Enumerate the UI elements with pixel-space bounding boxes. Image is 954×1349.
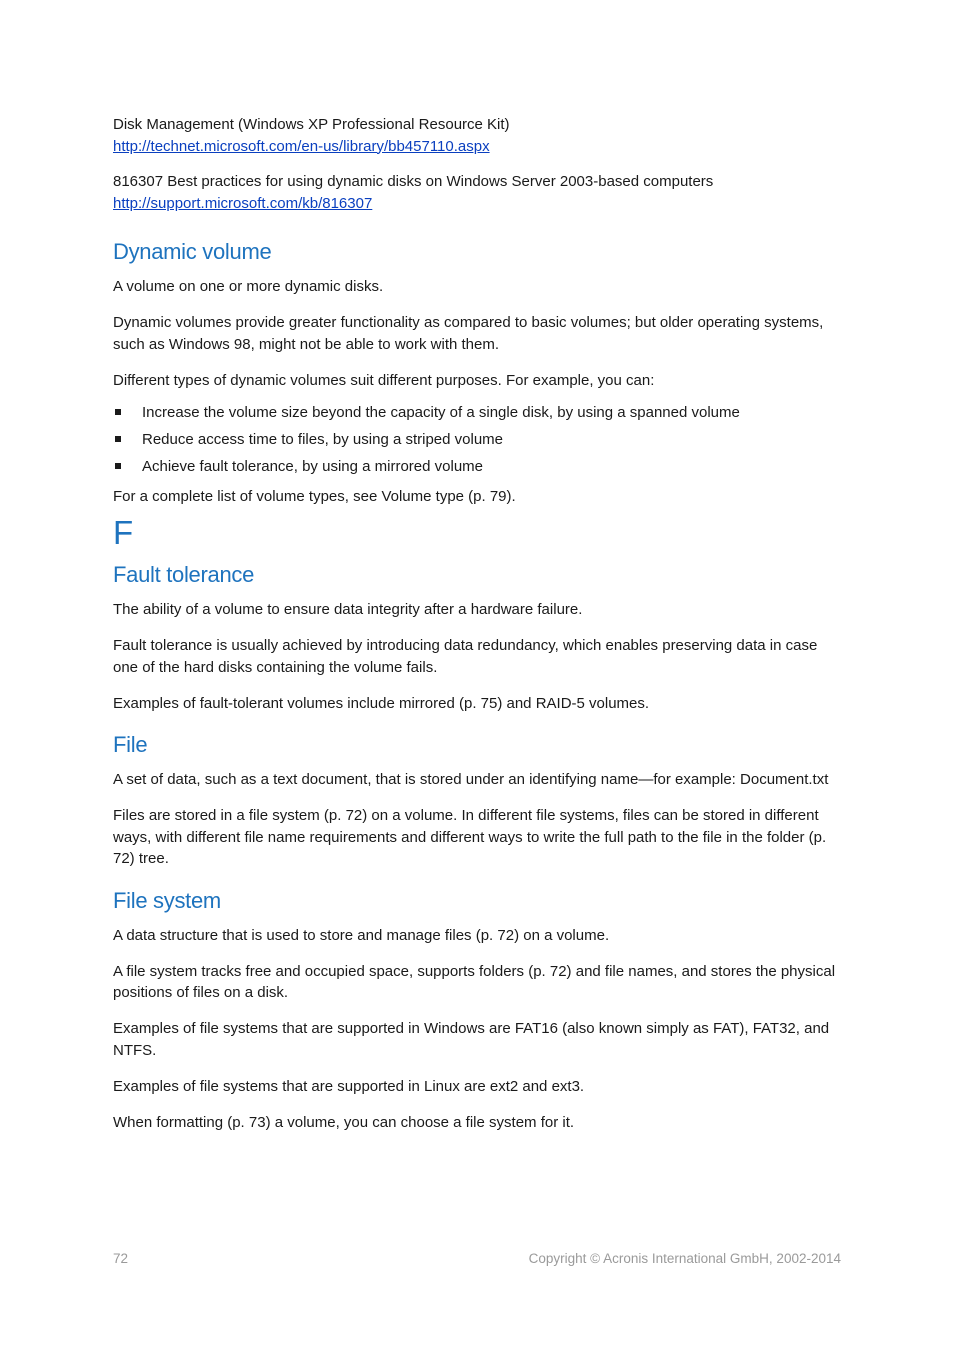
fault-tolerance-p3: Examples of fault-tolerant volumes include mirrored (p. 75) and RAID-5 volumes. [113,694,650,712]
file-system-p2: A file system tracks free and occupied space, supports folders (p. 72) and file names, and stores the physical positions of files on a disk. [113,962,836,1001]
square-bullet-icon [115,436,121,442]
reference-2-link[interactable]: http://support.microsoft.com/kb/816307 [113,194,373,212]
heading-dynamic-volume: Dynamic volume [113,239,272,264]
file-system-p3: Examples of file systems that are supported in Windows are FAT16 (also known simply as FAT), FAT32, and NTFS. [113,1020,830,1059]
page-number: 72 [113,1251,129,1266]
file-system-p1: A data structure that is used to store and manage files (p. 72) on a volume. [113,926,610,944]
reference-1-title: Disk Management (Windows XP Professional Resource Kit) [113,116,510,133]
dynamic-volume-p2: Dynamic volumes provide greater functionality as compared to basic volumes; but older operating systems, such as Windows 98, might not be able to work with them. [113,314,824,353]
copyright-notice: Copyright © Acronis International GmbH, 2002-2014 [528,1251,841,1266]
file-system-p5: When formatting (p. 73) a volume, you can choose a file system for it. [113,1113,575,1131]
reference-2-title: 816307 Best practices for using dynamic disks on Windows Server 2003-based computers [113,173,714,190]
reference-1 [113,114,841,157]
reference-1-link[interactable]: http://technet.microsoft.com/en-us/library/bb457110.aspx [113,137,490,155]
square-bullet-icon [115,409,121,415]
fault-tolerance-p1: The ability of a volume to ensure data integrity after a hardware failure. [113,601,583,618]
dynamic-volume-p3: Different types of dynamic volumes suit different purposes. For example, you can: [113,371,655,389]
square-bullet-icon [115,463,121,469]
file-system-p4: Examples of file systems that are supported in Linux are ext2 and ext3. [113,1077,585,1095]
dynamic-volume-p1: A volume on one or more dynamic disks. [113,278,384,295]
list-item: Reduce access time to files, by using a striped volume [113,429,841,450]
section-letter: F [113,514,134,551]
heading-fault-tolerance: Fault tolerance [113,562,255,587]
list-item: Increase the volume size beyond the capacity of a single disk, by using a spanned volume [113,402,841,423]
fault-tolerance-p2: Fault tolerance is usually achieved by introducing data redundancy, which enables preserving data in case one of the hard disks containing the volume fails. [113,637,818,676]
heading-file: File [113,732,148,757]
heading-file-system: File system [113,887,221,913]
list-item: Achieve fault tolerance, by using a mirrored volume [113,456,841,477]
document-page [113,114,841,1133]
file-p2: Files are stored in a file system (p. 72) on a volume. In different file systems, files can be stored in different ways, with different file name requirements and different ways to write the full path to the file in the folder (p. 72) tree. [113,807,827,867]
reference-2 [113,171,841,214]
dynamic-volume-p4: For a complete list of volume types, see Volume type (p. 79). [113,487,516,505]
dynamic-volume-bullet-list [113,402,841,477]
file-p1: A set of data, such as a text document, that is stored under an identifying name—for example: Document.txt [113,771,829,788]
